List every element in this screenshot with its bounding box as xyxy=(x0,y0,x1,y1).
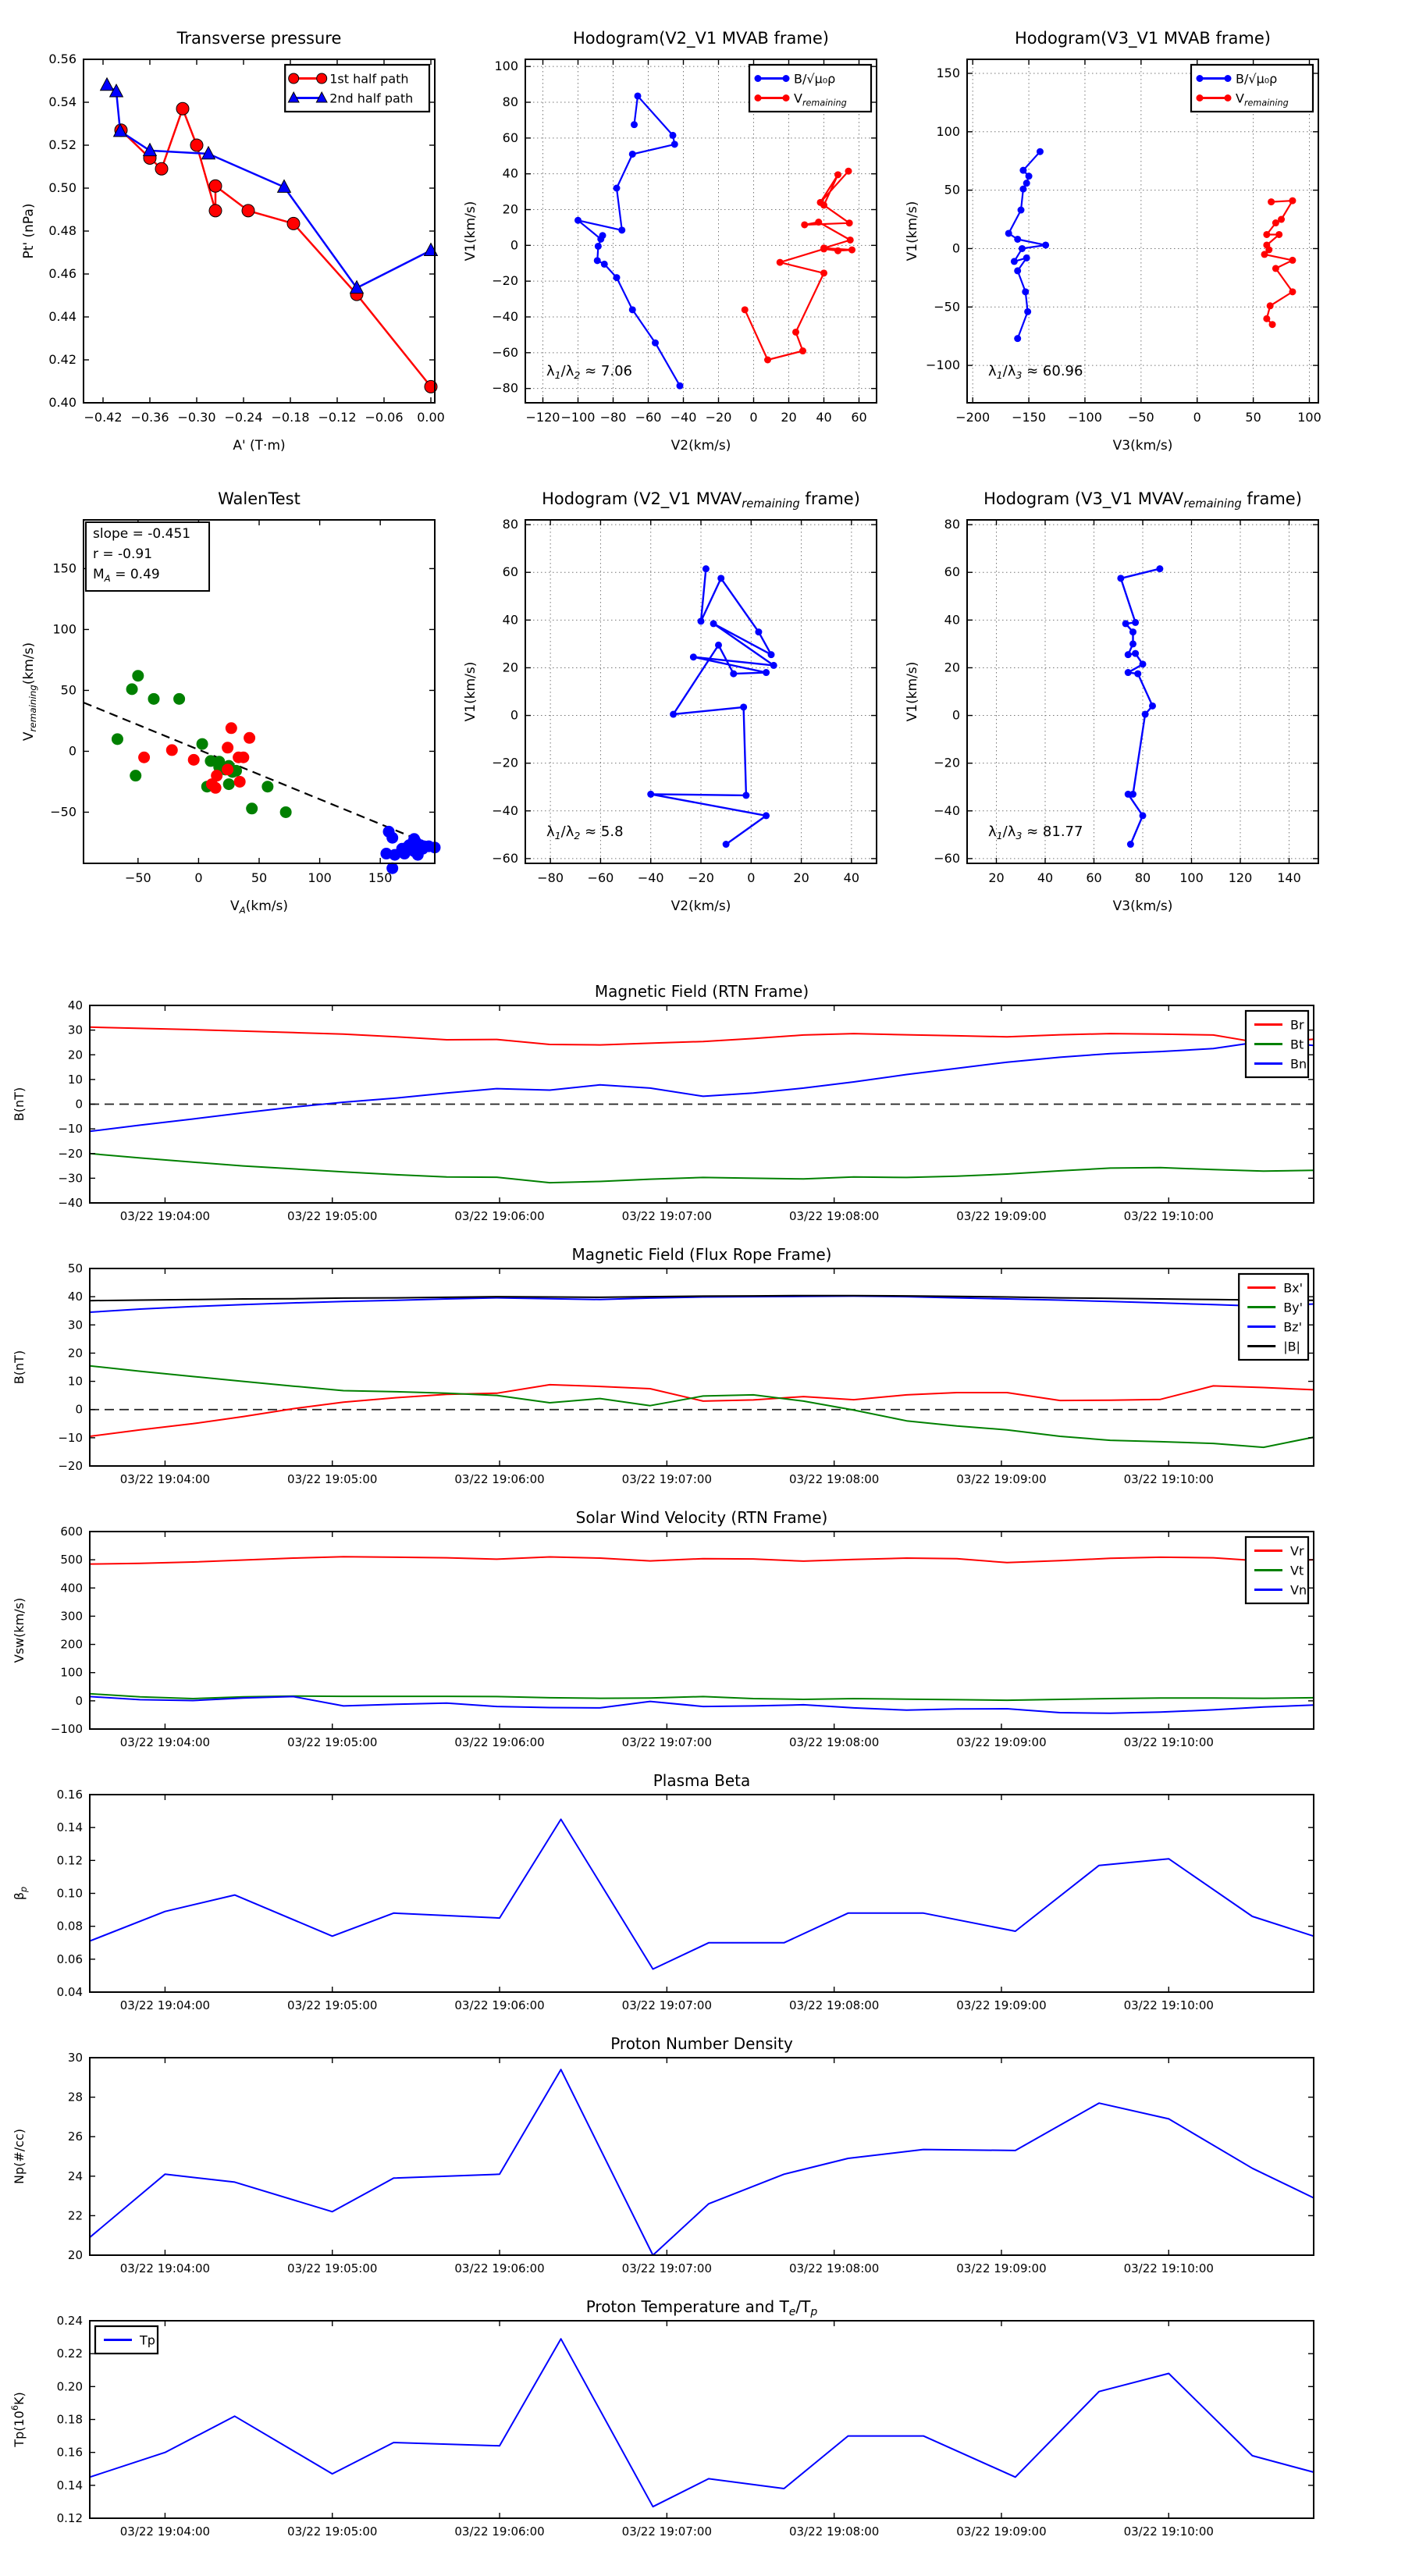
svg-text:03/22 19:06:00: 03/22 19:06:00 xyxy=(454,2261,545,2275)
svg-text:Bt: Bt xyxy=(1290,1037,1304,1052)
svg-text:100: 100 xyxy=(494,59,518,74)
svg-text:−100: −100 xyxy=(1067,410,1102,425)
svg-text:150: 150 xyxy=(936,65,960,80)
svg-text:Tp: Tp xyxy=(140,2332,155,2348)
svg-text:−100: −100 xyxy=(926,358,960,373)
svg-text:−40: −40 xyxy=(492,802,518,818)
svg-text:80: 80 xyxy=(1134,870,1151,885)
svg-text:|B|: |B| xyxy=(1283,1339,1300,1354)
svg-text:03/22 19:07:00: 03/22 19:07:00 xyxy=(621,1998,713,2012)
svg-text:60: 60 xyxy=(1086,870,1102,885)
svg-text:03/22 19:09:00: 03/22 19:09:00 xyxy=(956,1209,1047,1223)
svg-text:0: 0 xyxy=(75,1402,83,1417)
svg-text:−60: −60 xyxy=(587,870,614,885)
svg-text:400: 400 xyxy=(60,1581,83,1596)
svg-text:20: 20 xyxy=(988,870,1005,885)
svg-text:0.12: 0.12 xyxy=(56,2511,83,2525)
svg-text:−50: −50 xyxy=(50,804,76,820)
svg-text:0.08: 0.08 xyxy=(56,1919,83,1934)
svg-text:03/22 19:08:00: 03/22 19:08:00 xyxy=(788,2524,880,2539)
svg-text:Vsw(km/s): Vsw(km/s) xyxy=(12,1597,27,1663)
svg-text:βp: $\beta_p$ xyxy=(12,1886,29,1901)
svg-text:20: 20 xyxy=(67,1346,83,1361)
svg-text:V1(km/s): V1(km/s) xyxy=(905,661,920,722)
svg-text:03/22 19:10:00: 03/22 19:10:00 xyxy=(1123,1472,1214,1486)
svg-text:150: 150 xyxy=(52,560,76,576)
svg-text:0.44: 0.44 xyxy=(48,309,76,324)
svg-text:0.14: 0.14 xyxy=(56,1820,83,1835)
panel-transverse-pressure xyxy=(9,14,450,468)
svg-text:−0.24: −0.24 xyxy=(224,410,263,425)
svg-text:0.22: 0.22 xyxy=(56,2347,83,2361)
svg-text:By': By' xyxy=(1283,1300,1304,1315)
panel-hodogram-v3v1-mvav xyxy=(893,475,1334,929)
svg-text:Br: Br xyxy=(1290,1017,1304,1033)
svg-text:0: 0 xyxy=(510,237,518,253)
svg-text:0.52: 0.52 xyxy=(48,137,76,152)
svg-text:Hodogram (V2_V1 MVAVremaining: Hodogram (V2_V1 MVAVremaining frame) xyxy=(542,489,860,511)
svg-text:60: 60 xyxy=(944,564,960,580)
panel-walen-test xyxy=(9,475,450,929)
svg-text:20: 20 xyxy=(502,201,518,217)
svg-text:λ1/λ3 ≈ 60.96: $\lambda_1/\lambda_3 \approx 60.96$ xyxy=(988,362,1083,381)
svg-text:WalenTest: WalenTest xyxy=(218,489,301,508)
svg-text:30: 30 xyxy=(67,1023,83,1037)
svg-text:−120: −120 xyxy=(525,410,560,425)
svg-text:03/22 19:06:00: 03/22 19:06:00 xyxy=(454,1998,545,2012)
svg-text:0.48: 0.48 xyxy=(48,223,76,238)
svg-text:V1(km/s): V1(km/s) xyxy=(905,201,920,262)
svg-text:0.56: 0.56 xyxy=(48,52,76,66)
svg-text:0: 0 xyxy=(951,240,960,256)
svg-text:03/22 19:04:00: 03/22 19:04:00 xyxy=(119,1998,211,2012)
svg-text:Vr: Vr xyxy=(1290,1543,1304,1559)
svg-text:slope = -0.451: slope = -0.451 xyxy=(93,526,191,542)
svg-text:03/22 19:09:00: 03/22 19:09:00 xyxy=(956,1735,1047,1749)
svg-text:Pt' (nPa): Pt' (nPa) xyxy=(21,203,37,259)
svg-text:−40: −40 xyxy=(670,410,697,425)
svg-text:0: 0 xyxy=(749,410,758,425)
svg-text:03/22 19:08:00: 03/22 19:08:00 xyxy=(788,1735,880,1749)
svg-text:0: 0 xyxy=(510,707,518,723)
svg-text:100: 100 xyxy=(52,621,76,637)
svg-text:Hodogram(V2_V1 MVAB frame): Hodogram(V2_V1 MVAB frame) xyxy=(573,29,829,48)
svg-text:λ1/λ3 ≈ 81.77: $\lambda_1/\lambda_3 \approx 81.77$ xyxy=(988,823,1083,841)
svg-text:03/22 19:07:00: 03/22 19:07:00 xyxy=(621,1209,713,1223)
svg-text:Magnetic Field (Flux Rope Fram: Magnetic Field (Flux Rope Frame) xyxy=(571,1245,832,1264)
svg-text:λ1/λ2 ≈ 5.8: $\lambda_1/\lambda_2 \approx 5.8$ xyxy=(546,823,624,841)
svg-text:A' (T·m): A' (T·m) xyxy=(233,438,286,454)
svg-text:03/22 19:10:00: 03/22 19:10:00 xyxy=(1123,2524,1214,2539)
svg-text:30: 30 xyxy=(67,2051,83,2065)
svg-text:03/22 19:05:00: 03/22 19:05:00 xyxy=(287,1735,378,1749)
svg-text:150: 150 xyxy=(368,870,393,885)
svg-text:0.04: 0.04 xyxy=(56,1985,83,1999)
svg-text:0: 0 xyxy=(951,707,960,723)
svg-text:03/22 19:04:00: 03/22 19:04:00 xyxy=(119,1472,211,1486)
svg-text:MA = 0.49: $M_A = 0.49$ xyxy=(93,567,160,584)
svg-text:0: 0 xyxy=(194,870,203,885)
svg-text:20: 20 xyxy=(67,1048,83,1062)
svg-text:600: 600 xyxy=(60,1525,83,1539)
svg-text:03/22 19:08:00: 03/22 19:08:00 xyxy=(788,1998,880,2012)
svg-text:140: 140 xyxy=(1277,870,1301,885)
svg-text:40: 40 xyxy=(67,998,83,1012)
svg-text:03/22 19:06:00: 03/22 19:06:00 xyxy=(454,1735,545,1749)
svg-text:50: 50 xyxy=(1245,410,1261,425)
svg-text:−40: −40 xyxy=(58,1196,83,1210)
svg-text:03/22 19:10:00: 03/22 19:10:00 xyxy=(1123,1735,1214,1749)
svg-text:03/22 19:09:00: 03/22 19:09:00 xyxy=(956,1998,1047,2012)
svg-text:26: 26 xyxy=(67,2129,83,2144)
svg-text:0.54: 0.54 xyxy=(48,94,76,109)
svg-text:03/22 19:08:00: 03/22 19:08:00 xyxy=(788,1209,880,1223)
svg-text:2nd half path: 2nd half path xyxy=(329,91,414,106)
svg-text:0.14: 0.14 xyxy=(56,2478,83,2492)
svg-text:0: 0 xyxy=(75,1693,83,1708)
svg-text:03/22 19:04:00: 03/22 19:04:00 xyxy=(119,2261,211,2275)
svg-text:0.42: 0.42 xyxy=(48,352,76,367)
svg-text:60: 60 xyxy=(502,564,518,580)
panel-hodogram-v2v1-mvav xyxy=(451,475,892,929)
svg-text:V3(km/s): V3(km/s) xyxy=(1112,438,1173,454)
svg-text:60: 60 xyxy=(502,130,518,145)
svg-text:Bn: Bn xyxy=(1290,1056,1307,1072)
svg-text:V1(km/s): V1(km/s) xyxy=(463,661,478,722)
svg-text:Vn: Vn xyxy=(1290,1582,1307,1598)
svg-text:Solar Wind Velocity (RTN Frame: Solar Wind Velocity (RTN Frame) xyxy=(575,1508,828,1527)
svg-text:03/22 19:10:00: 03/22 19:10:00 xyxy=(1123,2261,1214,2275)
svg-text:B(nT): B(nT) xyxy=(12,1087,27,1122)
svg-text:−50: −50 xyxy=(1127,410,1154,425)
svg-text:B/√μ₀ρ: B/√μ₀ρ xyxy=(1236,71,1278,87)
svg-text:−10: −10 xyxy=(58,1430,83,1445)
svg-text:03/22 19:05:00: 03/22 19:05:00 xyxy=(287,1472,378,1486)
svg-text:0.16: 0.16 xyxy=(56,1788,83,1802)
svg-text:−100: −100 xyxy=(560,410,596,425)
svg-text:Vt: Vt xyxy=(1290,1563,1304,1578)
svg-text:03/22 19:06:00: 03/22 19:06:00 xyxy=(454,2524,545,2539)
svg-text:03/22 19:09:00: 03/22 19:09:00 xyxy=(956,1472,1047,1486)
panel-hodogram-v2v1-mvab xyxy=(451,14,892,468)
svg-text:100: 100 xyxy=(936,123,960,139)
svg-text:03/22 19:05:00: 03/22 19:05:00 xyxy=(287,1209,378,1223)
svg-text:B(nT): B(nT) xyxy=(12,1350,27,1385)
svg-text:0.46: 0.46 xyxy=(48,266,76,281)
svg-text:Vremaining: $V_{remaining}$ xyxy=(794,91,847,109)
svg-text:28: 28 xyxy=(67,2090,83,2105)
svg-text:−80: −80 xyxy=(492,380,518,396)
svg-text:0.20: 0.20 xyxy=(56,2379,83,2394)
svg-text:03/22 19:07:00: 03/22 19:07:00 xyxy=(621,2524,713,2539)
svg-text:−60: −60 xyxy=(934,850,960,866)
svg-text:50: 50 xyxy=(944,182,960,197)
svg-text:0: 0 xyxy=(1193,410,1201,425)
svg-text:−20: −20 xyxy=(492,273,518,289)
svg-text:100: 100 xyxy=(308,870,332,885)
svg-text:B/√μ₀ρ: B/√μ₀ρ xyxy=(794,71,836,87)
svg-text:20: 20 xyxy=(944,660,960,675)
svg-text:40: 40 xyxy=(502,165,518,181)
svg-text:0.18: 0.18 xyxy=(56,2412,83,2427)
svg-text:03/22 19:07:00: 03/22 19:07:00 xyxy=(621,2261,713,2275)
svg-text:80: 80 xyxy=(502,517,518,532)
svg-text:03/22 19:07:00: 03/22 19:07:00 xyxy=(621,1735,713,1749)
svg-text:03/22 19:05:00: 03/22 19:05:00 xyxy=(287,2524,378,2539)
panel-proton-number-density xyxy=(0,2033,1405,2296)
svg-text:20: 20 xyxy=(502,660,518,675)
svg-text:−20: −20 xyxy=(934,755,960,770)
svg-text:10: 10 xyxy=(67,1072,83,1087)
svg-text:40: 40 xyxy=(67,1290,83,1304)
svg-text:20: 20 xyxy=(781,410,797,425)
svg-text:−20: −20 xyxy=(492,755,518,770)
svg-text:Vremaining(km/s): $V_{remaining}(km/s)$ xyxy=(21,642,38,742)
svg-text:−60: −60 xyxy=(492,850,518,866)
svg-text:0.40: 0.40 xyxy=(48,395,76,410)
svg-text:0: 0 xyxy=(747,870,756,885)
svg-text:0: 0 xyxy=(68,743,76,759)
svg-text:Hodogram(V3_V1 MVAB frame): Hodogram(V3_V1 MVAB frame) xyxy=(1015,29,1271,48)
svg-text:03/22 19:10:00: 03/22 19:10:00 xyxy=(1123,1998,1214,2012)
svg-text:03/22 19:07:00: 03/22 19:07:00 xyxy=(621,1472,713,1486)
svg-text:Proton Temperature and Te/Tp: Proton Temperature and $T_e/T_p$ xyxy=(585,2297,818,2318)
svg-text:−100: −100 xyxy=(50,1722,83,1736)
svg-text:0.50: 0.50 xyxy=(48,180,76,195)
svg-text:V2(km/s): V2(km/s) xyxy=(670,438,731,454)
svg-text:03/22 19:05:00: 03/22 19:05:00 xyxy=(287,2261,378,2275)
svg-text:−60: −60 xyxy=(635,410,662,425)
svg-text:50: 50 xyxy=(60,682,76,698)
svg-text:0.16: 0.16 xyxy=(56,2445,83,2460)
svg-text:120: 120 xyxy=(1228,870,1253,885)
svg-text:−10: −10 xyxy=(58,1122,83,1137)
svg-text:03/22 19:08:00: 03/22 19:08:00 xyxy=(788,1472,880,1486)
svg-text:0.06: 0.06 xyxy=(56,1952,83,1966)
svg-text:60: 60 xyxy=(851,410,867,425)
svg-text:03/22 19:04:00: 03/22 19:04:00 xyxy=(119,2524,211,2539)
svg-text:r = -0.91: r = -0.91 xyxy=(93,546,153,562)
svg-text:50: 50 xyxy=(251,870,268,885)
panel-plasma-beta xyxy=(0,1770,1405,2033)
svg-text:40: 40 xyxy=(502,612,518,628)
svg-text:−20: −20 xyxy=(688,870,714,885)
svg-text:30: 30 xyxy=(67,1318,83,1332)
svg-text:VA(km/s): $V_A(km/s)$ xyxy=(229,898,289,916)
svg-text:−40: −40 xyxy=(492,309,518,324)
svg-text:50: 50 xyxy=(67,1261,83,1276)
svg-text:−60: −60 xyxy=(492,344,518,360)
svg-text:40: 40 xyxy=(816,410,832,425)
svg-text:03/22 19:09:00: 03/22 19:09:00 xyxy=(956,2261,1047,2275)
svg-text:03/22 19:09:00: 03/22 19:09:00 xyxy=(956,2524,1047,2539)
svg-text:22: 22 xyxy=(67,2208,83,2223)
svg-text:λ1/λ2 ≈ 7.06: $\lambda_1/\lambda_2 \approx 7.06$ xyxy=(546,362,633,381)
svg-text:V1(km/s): V1(km/s) xyxy=(463,201,478,262)
svg-text:40: 40 xyxy=(944,612,960,628)
svg-text:03/22 19:04:00: 03/22 19:04:00 xyxy=(119,1735,211,1749)
svg-text:−40: −40 xyxy=(934,802,960,818)
svg-text:03/22 19:08:00: 03/22 19:08:00 xyxy=(788,2261,880,2275)
svg-text:100: 100 xyxy=(1297,410,1321,425)
svg-text:0.12: 0.12 xyxy=(56,1853,83,1868)
svg-text:03/22 19:06:00: 03/22 19:06:00 xyxy=(454,1209,545,1223)
svg-text:Vremaining: $V_{remaining}$ xyxy=(1236,91,1289,109)
svg-text:−20: −20 xyxy=(58,1146,83,1161)
panel-magnetic-field-rtn xyxy=(0,980,1405,1244)
svg-text:−0.06: −0.06 xyxy=(365,410,404,425)
svg-text:100: 100 xyxy=(60,1665,83,1680)
svg-text:20: 20 xyxy=(793,870,809,885)
svg-text:0.24: 0.24 xyxy=(56,2314,83,2328)
panel-solar-wind-velocity xyxy=(0,1507,1405,1770)
svg-text:200: 200 xyxy=(60,1637,83,1652)
svg-text:10: 10 xyxy=(67,1374,83,1389)
svg-text:−20: −20 xyxy=(705,410,732,425)
svg-text:500: 500 xyxy=(60,1553,83,1567)
svg-text:Magnetic Field (RTN Frame): Magnetic Field (RTN Frame) xyxy=(594,982,809,1001)
svg-text:1st half path: 1st half path xyxy=(329,71,409,87)
svg-text:Proton Number Density: Proton Number Density xyxy=(610,2034,793,2053)
svg-text:V3(km/s): V3(km/s) xyxy=(1112,898,1173,914)
svg-text:0: 0 xyxy=(75,1097,83,1112)
svg-text:03/22 19:04:00: 03/22 19:04:00 xyxy=(119,1209,211,1223)
svg-text:0.00: 0.00 xyxy=(417,410,445,425)
svg-text:0.10: 0.10 xyxy=(56,1886,83,1901)
svg-text:Tp(106K): $Tp(10^6K)$ xyxy=(10,2392,27,2447)
svg-text:−0.42: −0.42 xyxy=(84,410,123,425)
svg-text:40: 40 xyxy=(843,870,860,885)
svg-text:03/22 19:06:00: 03/22 19:06:00 xyxy=(454,1472,545,1486)
svg-text:Np(#/cc): Np(#/cc) xyxy=(12,2129,27,2184)
svg-text:−20: −20 xyxy=(58,1459,83,1473)
svg-text:−0.30: −0.30 xyxy=(177,410,216,425)
svg-text:−80: −80 xyxy=(599,410,627,425)
svg-text:V2(km/s): V2(km/s) xyxy=(670,898,731,914)
svg-text:−0.12: −0.12 xyxy=(318,410,357,425)
svg-text:300: 300 xyxy=(60,1609,83,1624)
svg-text:−50: −50 xyxy=(934,299,960,315)
panel-magnetic-field-flux-rope xyxy=(0,1244,1405,1507)
svg-text:−30: −30 xyxy=(58,1171,83,1186)
svg-text:24: 24 xyxy=(67,2169,83,2183)
svg-text:Hodogram (V3_V1 MVAVremaining: Hodogram (V3_V1 MVAVremaining frame) xyxy=(984,489,1302,511)
svg-text:−200: −200 xyxy=(955,410,991,425)
svg-text:03/22 19:05:00: 03/22 19:05:00 xyxy=(287,1998,378,2012)
svg-text:Transverse pressure: Transverse pressure xyxy=(176,29,342,48)
svg-text:−0.36: −0.36 xyxy=(130,410,169,425)
svg-text:100: 100 xyxy=(1179,870,1204,885)
svg-text:03/22 19:10:00: 03/22 19:10:00 xyxy=(1123,1209,1214,1223)
svg-text:Bz': Bz' xyxy=(1283,1319,1302,1335)
svg-text:40: 40 xyxy=(1037,870,1054,885)
svg-text:80: 80 xyxy=(944,517,960,532)
panel-proton-temperature xyxy=(0,2296,1405,2559)
panel-hodogram-v3v1-mvab xyxy=(893,14,1334,468)
svg-text:−80: −80 xyxy=(537,870,564,885)
svg-text:Plasma Beta: Plasma Beta xyxy=(653,1771,751,1790)
svg-text:80: 80 xyxy=(502,94,518,109)
svg-text:−0.18: −0.18 xyxy=(271,410,310,425)
svg-text:Bx': Bx' xyxy=(1283,1280,1304,1296)
svg-text:−50: −50 xyxy=(124,870,151,885)
svg-text:−40: −40 xyxy=(637,870,664,885)
svg-text:−150: −150 xyxy=(1012,410,1047,425)
svg-text:20: 20 xyxy=(67,2248,83,2262)
